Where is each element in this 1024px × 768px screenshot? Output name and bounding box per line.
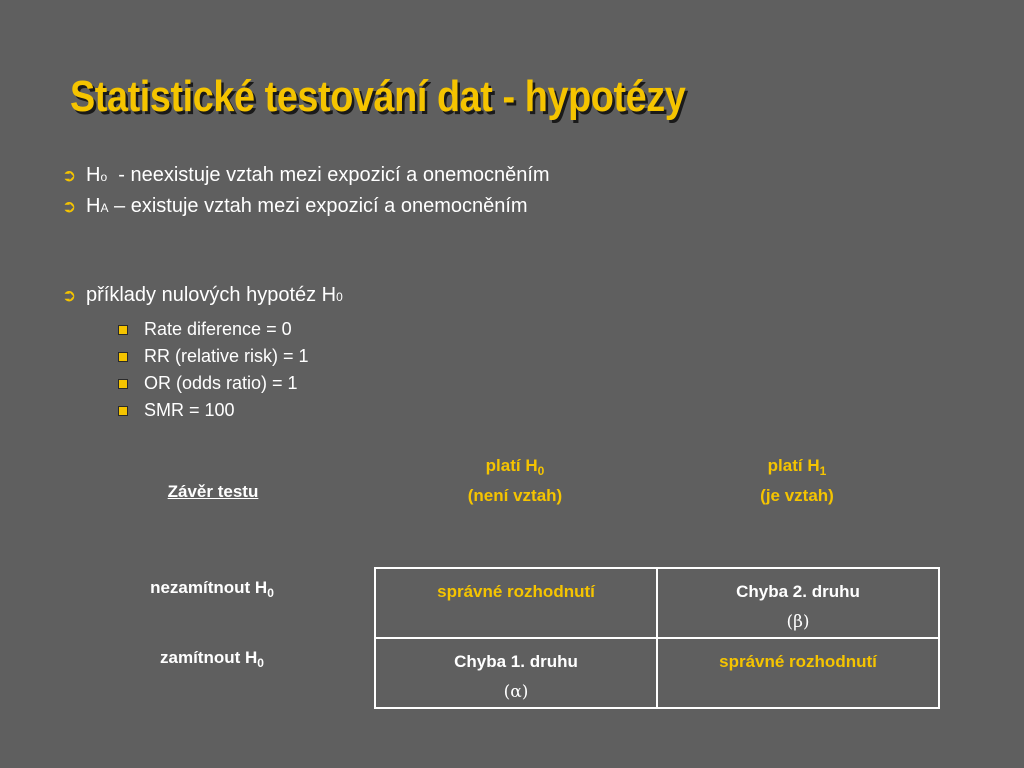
arrow-icon: ➲ [62, 286, 77, 305]
arrow-icon: ➲ [62, 166, 77, 185]
square-bullet-icon [118, 325, 128, 335]
square-bullet-icon [118, 352, 128, 362]
table-cell-type2-error: Chyba 2. druhu (β) [657, 568, 939, 638]
hypothesis-text: – existuje vztah mezi expozicí a onemocněním [108, 195, 528, 217]
table-cell-correct-decision: správné rozhodnutí [375, 568, 657, 638]
square-bullet-icon [118, 379, 128, 389]
hypothesis-null: ➲ H o - neexistuje vztah mezi expozicí a onemocněním [62, 164, 550, 186]
examples-heading-text: příklady nulových hypotéz H [86, 284, 337, 306]
arrow-icon: ➲ [62, 197, 77, 216]
table-cell-correct-decision: správné rozhodnutí [657, 638, 939, 708]
hypothesis-symbol: H [86, 195, 101, 217]
examples-heading: ➲ příklady nulových hypotéz H 0 [62, 284, 343, 306]
hypothesis-alternative: ➲ H A – existuje vztah mezi expozicí a onemocněním [62, 195, 528, 217]
table-corner-label: Závěr testu [167, 482, 259, 501]
list-item: OR (odds ratio) = 1 [118, 370, 550, 397]
examples-list [118, 316, 550, 424]
slide-title: Statistické testování dat - hypotézy [70, 72, 686, 121]
list-item: SMR = 100 [118, 397, 550, 424]
list-item: RR (relative risk) = 1 [118, 343, 550, 370]
list-item: Rate diference = 0 [118, 316, 550, 343]
hypothesis-symbol: H [86, 164, 101, 186]
column-header-h1: platí $H_1$ (je vztah) [760, 456, 834, 505]
column-header-h0: platí $H_0$ (není vztah) [467, 456, 563, 505]
bullet-list [62, 164, 550, 424]
square-bullet-icon [118, 406, 128, 416]
decision-table [374, 567, 940, 709]
row-label-reject: zamítnout $H_0$ [160, 648, 264, 670]
hypothesis-text: - neexistuje vztah mezi expozicí a onemocněním [107, 164, 550, 186]
table-cell-type1-error: Chyba 1. druhu (α) [375, 638, 657, 708]
row-label-not-reject: nezamítnout $H_0$ [150, 578, 274, 600]
